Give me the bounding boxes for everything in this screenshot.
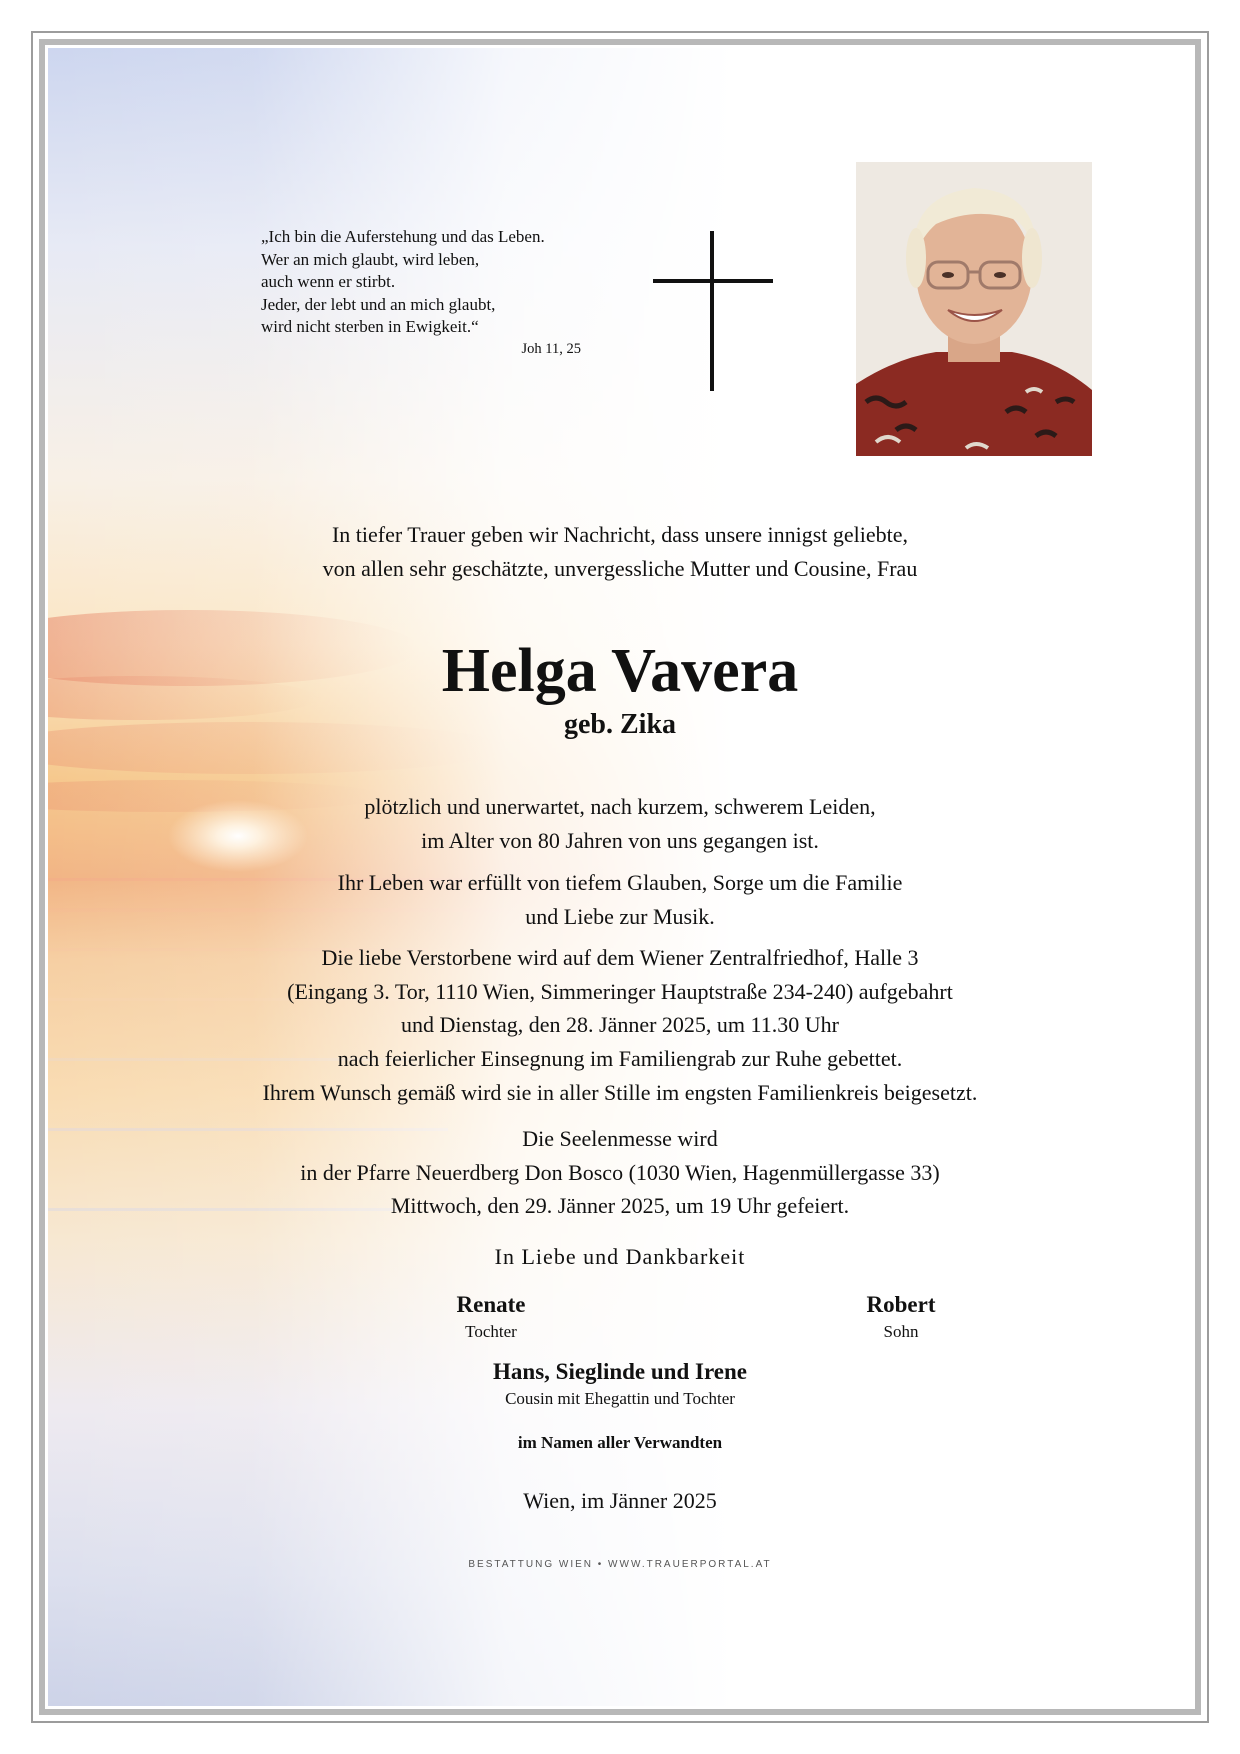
verse-line: „Ich bin die Auferstehung und das Leben. bbox=[261, 227, 545, 246]
mourner-name: Robert bbox=[866, 1292, 936, 1317]
footer-credit: BESTATTUNG WIEN • WWW.TRAUERPORTAL.AT bbox=[468, 1559, 772, 1570]
mourner-name: Hans, Sieglinde und Irene bbox=[493, 1359, 747, 1384]
mourner-relation: Tochter bbox=[465, 1322, 517, 1341]
deceased-name: Helga Vavera bbox=[441, 637, 799, 705]
text-line: Die Seelenmesse wird bbox=[522, 1126, 718, 1151]
text-line: und Liebe zur Musik. bbox=[525, 903, 715, 929]
portrait-photo bbox=[856, 162, 1092, 456]
wish-paragraph: Ihrem Wunsch gemäß wird sie in aller Stille im engsten Familienkreis beigesetzt. bbox=[262, 1080, 978, 1105]
cross-icon bbox=[653, 231, 773, 391]
intro-text bbox=[48, 518, 1192, 586]
death-paragraph bbox=[48, 790, 1192, 857]
mourner-robert bbox=[751, 1290, 1051, 1344]
mourner-relation: Sohn bbox=[883, 1322, 919, 1341]
text-line: in der Pfarre Neuerdberg Don Bosco (1030 Wien, Hagenmüllergasse 33) bbox=[300, 1159, 940, 1185]
intro-line: von allen sehr geschätzte, unvergessliche Mutter und Cousine, Frau bbox=[322, 556, 918, 581]
verse-line: auch wenn er stirbt. bbox=[261, 272, 396, 291]
text-line: Die liebe Verstorbene wird auf dem Wiener Zentralfriedhof, Halle 3 bbox=[321, 945, 919, 970]
verse-line: Jeder, der lebt und an mich glaubt, bbox=[261, 294, 496, 314]
mourner-name: Renate bbox=[456, 1292, 526, 1317]
obituary-content bbox=[48, 48, 1192, 1706]
place-date: Wien, im Jänner 2025 bbox=[523, 1488, 717, 1513]
closing-phrase: In Liebe und Dankbarkeit bbox=[494, 1244, 746, 1269]
text-line: plötzlich und unerwartet, nach kurzem, schwerem Leiden, bbox=[364, 794, 876, 819]
burial-paragraph bbox=[48, 941, 1192, 1075]
text-line: und Dienstag, den 28. Jänner 2025, um 11.30 Uhr bbox=[401, 1012, 839, 1037]
verse-reference: Joh 11, 25 bbox=[521, 341, 581, 357]
text-line: Mittwoch, den 29. Jänner 2025, um 19 Uhr gefeiert. bbox=[390, 1193, 850, 1218]
on-behalf-text: im Namen aller Verwandten bbox=[517, 1433, 723, 1452]
text-line: (Eingang 3. Tor, 1110 Wien, Simmeringer Hauptstraße 234-240) aufgebahrt bbox=[287, 978, 953, 1004]
mourner-renate bbox=[341, 1290, 641, 1344]
text-line: nach feierlicher Einsegnung im Familiengrab zur Ruhe gebettet. bbox=[337, 1045, 903, 1071]
mourner-cousins bbox=[470, 1357, 770, 1411]
verse-line: Wer an mich glaubt, wird leben, bbox=[261, 249, 480, 269]
bible-verse bbox=[261, 226, 581, 339]
birth-name: geb. Zika bbox=[563, 709, 677, 740]
intro-line: In tiefer Trauer geben wir Nachricht, dass unsere innigst geliebte, bbox=[331, 522, 909, 547]
verse-line: wird nicht sterben in Ewigkeit.“ bbox=[261, 317, 479, 336]
obituary-sheet bbox=[48, 48, 1192, 1706]
mass-paragraph bbox=[48, 1122, 1192, 1223]
mourner-relation: Cousin mit Ehegattin und Tochter bbox=[505, 1389, 735, 1408]
text-line: im Alter von 80 Jahren von uns gegangen ist. bbox=[421, 827, 819, 853]
text-line: Ihr Leben war erfüllt von tiefem Glauben, Sorge um die Familie bbox=[337, 870, 903, 895]
life-paragraph bbox=[48, 866, 1192, 933]
